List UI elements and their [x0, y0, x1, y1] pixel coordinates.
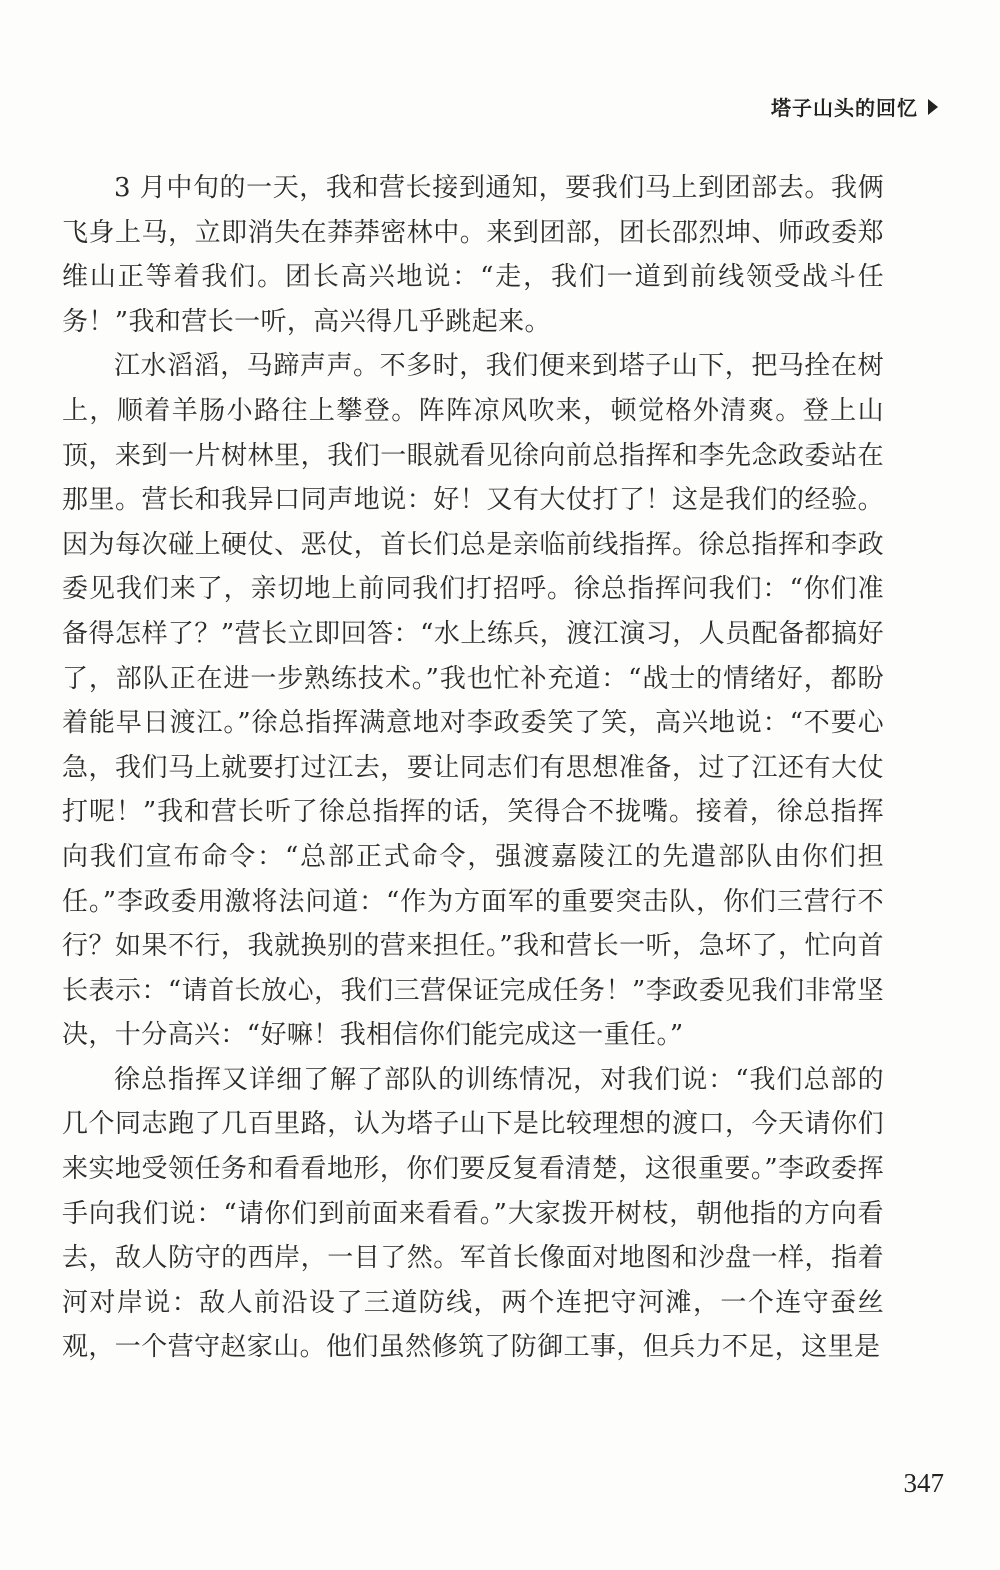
page-number: 347	[903, 1468, 944, 1498]
running-head-title: 塔子山头的回忆	[771, 96, 918, 120]
body-text	[62, 166, 884, 1370]
triangle-right-icon	[928, 99, 938, 115]
paragraph-3: 徐总指挥又详细了解了部队的训练情况，对我们说：“我们总部的几个同志跑了几百里路，认为塔子山下是比较理想的渡口，今天请你们来实地受领任务和看看地形，你们要反复看清楚，这很重要。”李政委挥手向我们说：“请你们到前面来看看。”大家拨开树枝，朝他指的方向看去，敌人防守的西岸，一目了然。军首长像面对地图和沙盘一样，指着河对岸说：敌人前沿设了三道防线，两个连把守河滩，一个连守蚕丝观，一个营守赵家山。他们虽然修筑了防御工事，但兵力不足，这里是	[62, 1064, 884, 1363]
paragraph-2: 江水滔滔，马蹄声声。不多时，我们便来到塔子山下，把马拴在树上，顺着羊肠小路往上攀登。阵阵凉风吹来，顿觉格外清爽。登上山顶，来到一片树林里，我们一眼就看见徐向前总指挥和李先念政委站在那里。营长和我异口同声地说：好！又有大仗打了！这是我们的经验。因为每次碰上硬仗、恶仗，首长们总是亲临前线指挥。徐总指挥和李政委见我们来了，亲切地上前同我们打招呼。徐总指挥问我们：“你们准备得怎样了？”营长立即回答：“水上练兵，渡江演习，人员配备都搞好了，部队正在进一步熟练技术。”我也忙补充道：“战士的情绪好，都盼着能早日渡江。”徐总指挥满意地对李政委笑了笑，高兴地说：“不要心急，我们马上就要打过江去，要让同志们有思想准备，过了江还有大仗打呢！”我和营长听了徐总指挥的话，笑得合不拢嘴。接着，徐总指挥向我们宣布命令：“总部正式命令，强渡嘉陵江的先遣部队由你们担任。”李政委用激将法问道：“作为方面军的重要突击队，你们三营行不行？如果不行，我就换别的营来担任。”我和营长一听，急坏了，忙向首长表示：“请首长放心，我们三营保证完成任务！”李政委见我们非常坚决，十分高兴：“好嘛！我相信你们能完成这一重任。”	[62, 351, 884, 1051]
paragraph-1: 3 月中旬的一天，我和营长接到通知，要我们马上到团部去。我俩飞身上马，立即消失在莽莽密林中。来到团部，团长邵烈坤、师政委郑维山正等着我们。团长高兴地说：“走，我们一道到前线领受战斗任务！”我和营长一听，高兴得几乎跳起来。	[62, 173, 884, 337]
running-head	[771, 92, 938, 121]
